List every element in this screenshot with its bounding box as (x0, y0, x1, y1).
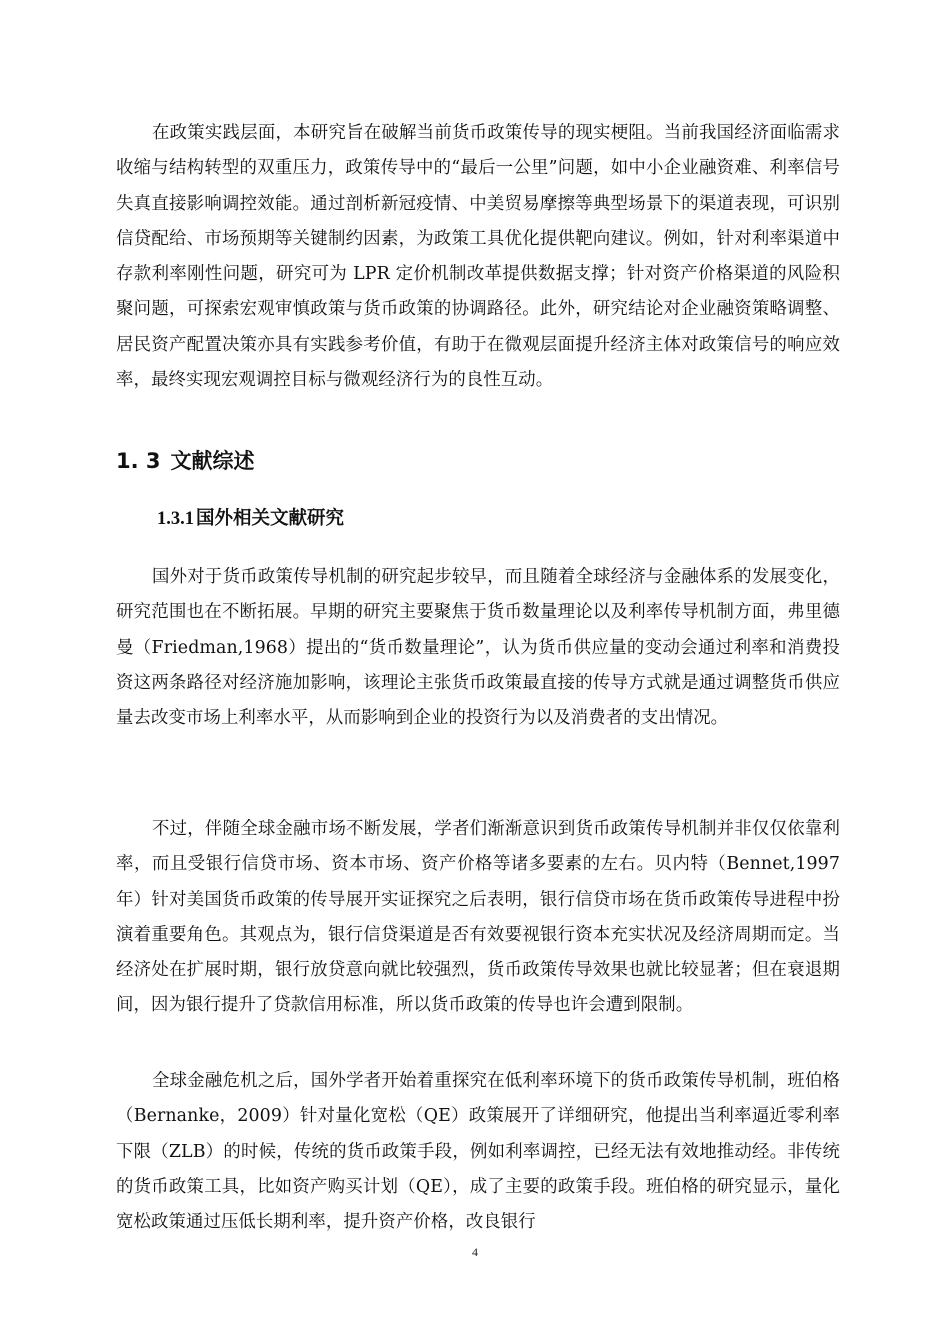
body-paragraph-policy-practice: 在政策实践层面，本研究旨在破解当前货币政策传导的现实梗阻。当前我国经济面临需求收缩与结构转型的双重压力，政策传导中的“最后一公里”问题，如中小企业融资难、利率信号失真直接影响调控效能。通过剖析新冠疫情、中美贸易摩擦等典型场景下的渠道表现，可识别信贷配给、市场预期等关键制约因素，为政策工具优化提供靶向建议。例如，针对利率渠道中存款利率刚性问题，研究可为 LPR 定价机制改革提供数据支撑；针对资产价格渠道的风险积聚问题，可探索宏观审慎政策与货币政策的协调路径。此外，研究结论对企业融资策略调整、居民资产配置决策亦具有实践参考价值，有助于在微观层面提升经济主体对政策信号的响应效率，最终实现宏观调控目标与微观经济行为的良性互动。 (116, 123, 840, 391)
section-title: 文献综述 (170, 449, 255, 473)
body-paragraph-credit-channel: 不过，伴随全球金融市场不断发展，学者们渐渐意识到货币政策传导机制并非仅仅依靠利率，而且受银行信贷市场、资本市场、资产价格等诸多要素的左右。贝内特（Bennet,1997 年）针对美国货币政策的传导展开实证探究之后表明，银行信贷市场在货币政策传导进程中扮演着重要角色。其观点为，银行信贷渠道是否有效要视银行资本充实状况及经济周期而定。当经济处在扩展时期，银行放贷意向就比较强烈，货币政策传导效果也就比较显著；但在衰退期间，因为银行提升了贷款信用标准，所以货币政策的传导也许会遭到限制。 (116, 819, 840, 1016)
page-number: 4 (472, 1245, 478, 1259)
subsection-title: 国外相关文献研究 (196, 508, 345, 529)
subsection-heading (157, 505, 344, 533)
body-paragraph-post-crisis: 全球金融危机之后，国外学者开始着重探究在低利率环境下的货币政策传导机制，班伯格（Bernanke，2009）针对量化宽松（QE）政策展开了详细研究，他提出当利率逼近零利率下限（ZLB）的时候，传统的货币政策手段，例如利率调控，已经无法有效地推动经。非传统的货币政策工具，比如资产购买计划（QE），成了主要的政策手段。班伯格的研究显示，量化宽松政策通过压低长期利率，提升资产价格，改良银行 (116, 1071, 840, 1233)
section-number: 1. 3 (116, 449, 161, 473)
body-paragraph-early-research: 国外对于货币政策传导机制的研究起步较早，而且随着全球经济与金融体系的发展变化，研究范围也在不断拓展。早期的研究主要聚焦于货币数量理论以及利率传导机制方面，弗里德曼（Friedman,1968）提出的“货币数量理论”，认为货币供应量的变动会通过利率和消费投资这两条路径对经济施加影响，该理论主张货币政策最直接的传导方式就是通过调整货币供应量去改变市场上利率水平，从而影响到企业的投资行为以及消费者的支出情况。 (116, 567, 840, 729)
section-heading (116, 446, 255, 476)
subsection-number: 1.3.1 (157, 509, 194, 529)
